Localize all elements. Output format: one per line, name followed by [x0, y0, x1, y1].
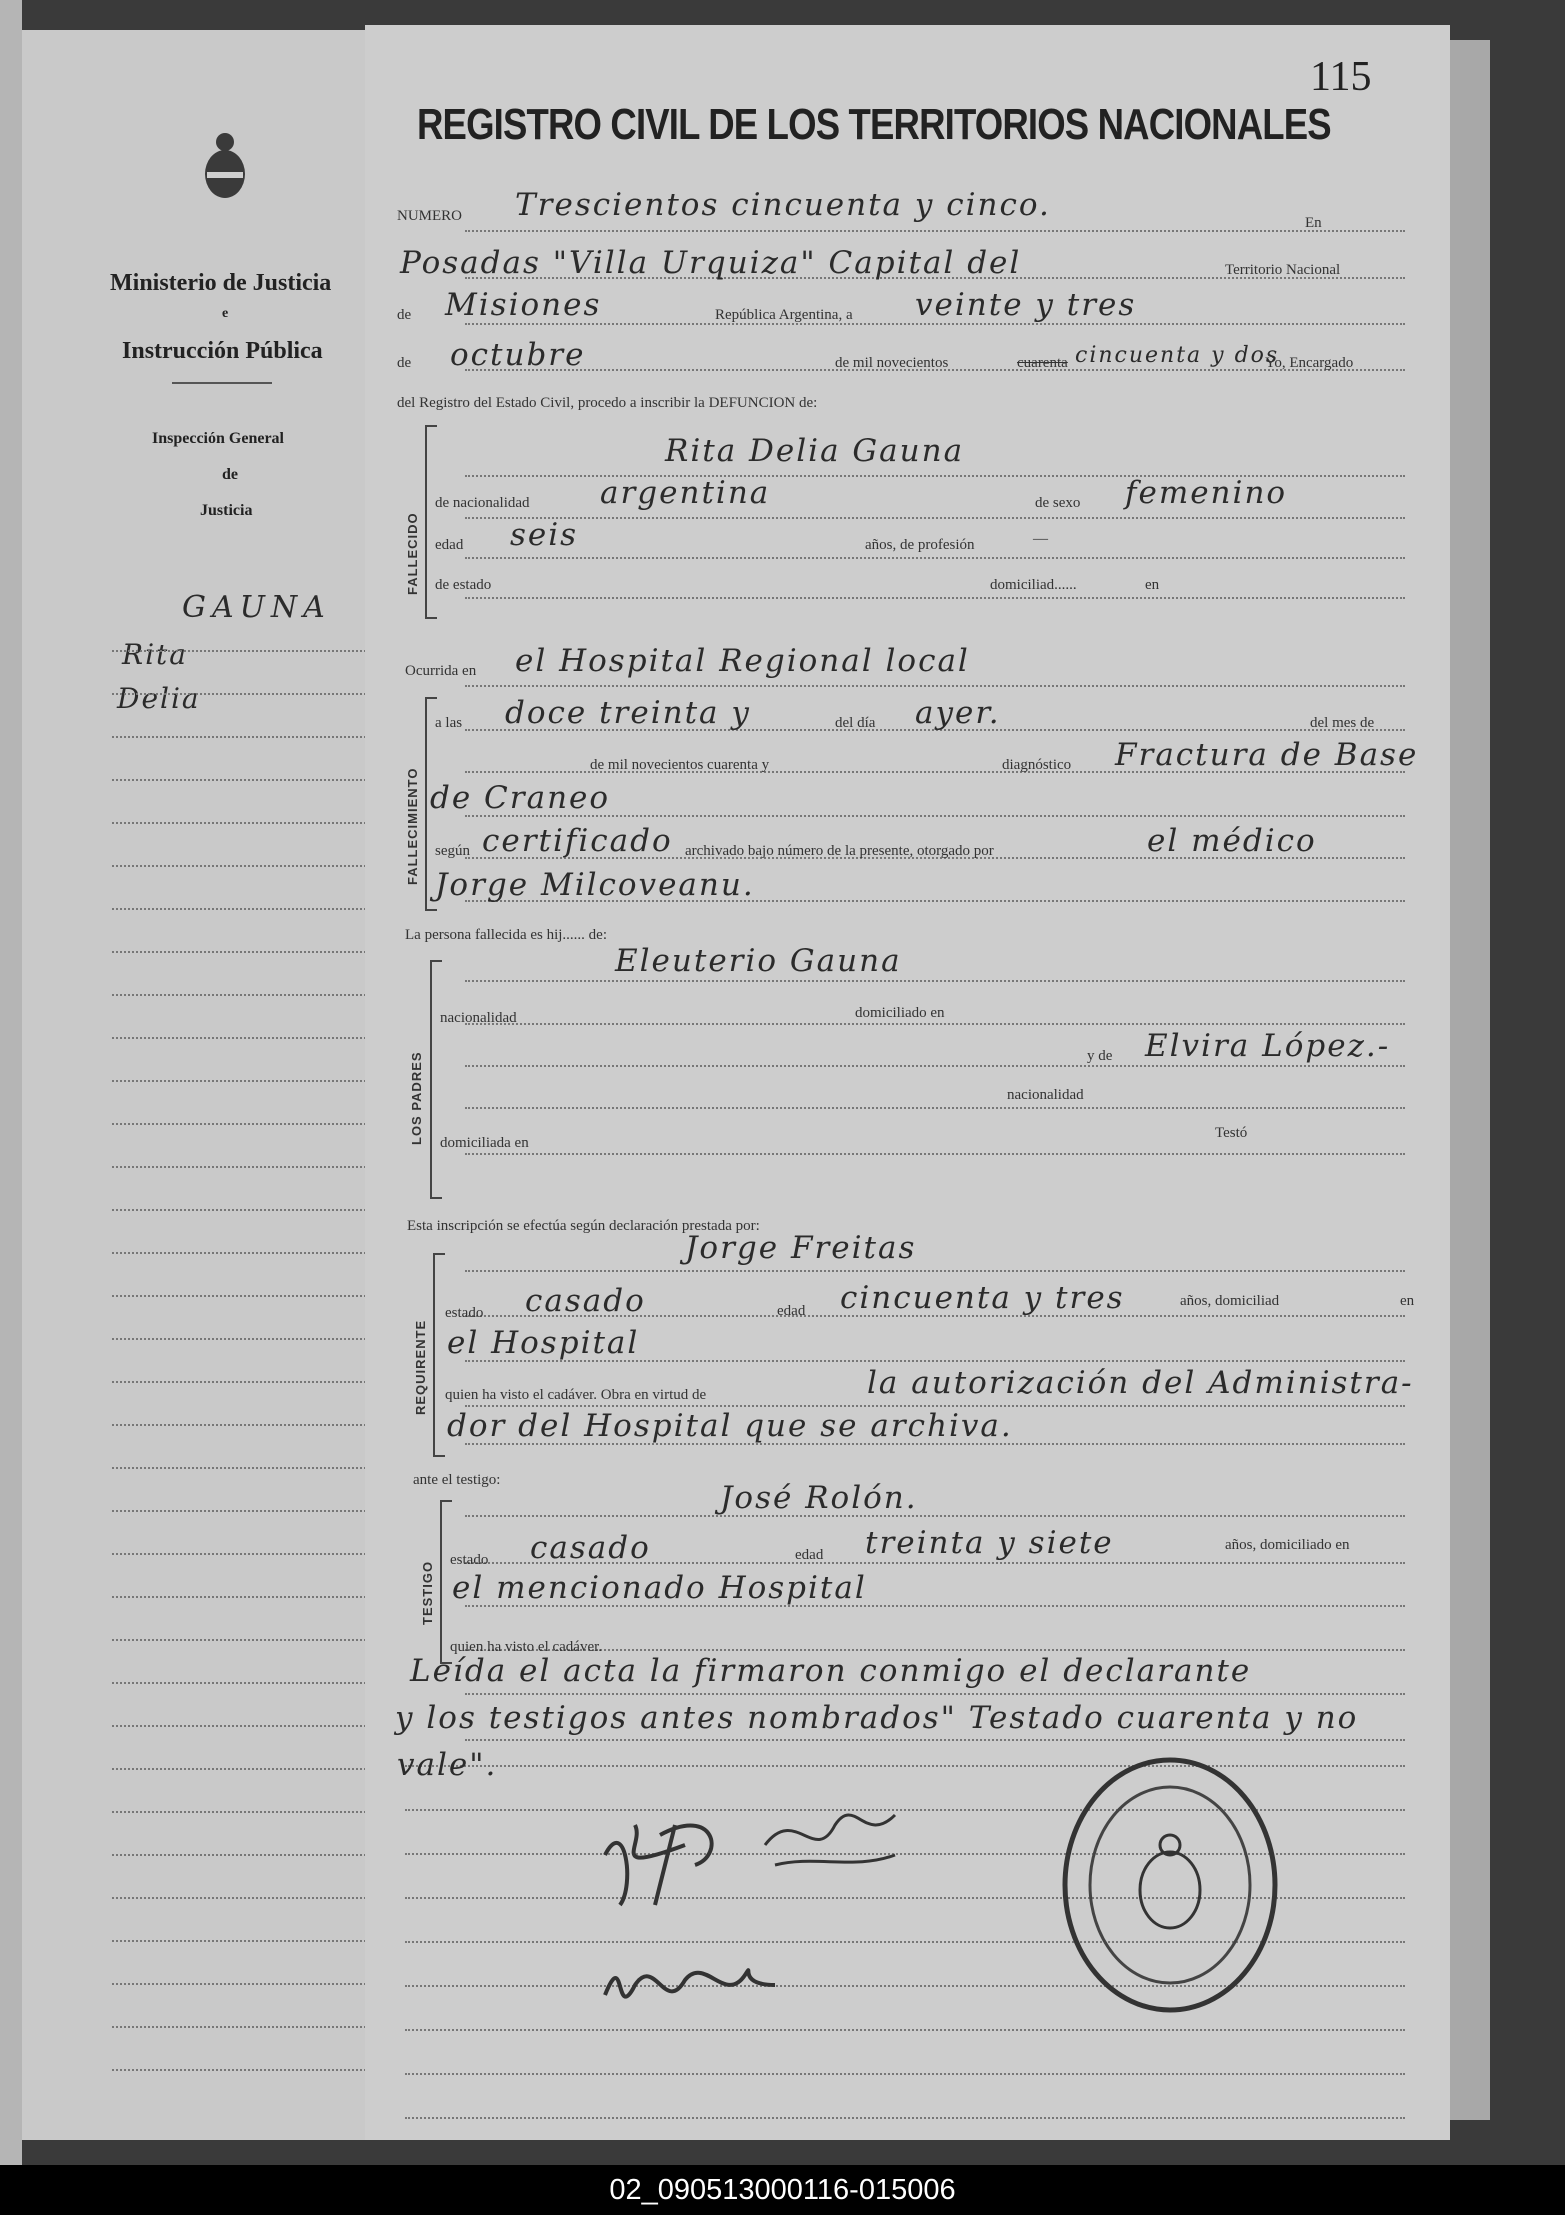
territorio-label: Territorio Nacional: [1225, 262, 1341, 278]
padres-side-label: LOS PADRES: [409, 1051, 424, 1145]
testigo-name: José Rolón.: [720, 1480, 918, 1516]
margin-rule: [112, 865, 382, 867]
coat-of-arms-icon: [202, 130, 248, 200]
segun-label: según: [435, 843, 470, 859]
margin-rule: [112, 1467, 382, 1469]
padre-nacionalidad-label: nacionalidad: [440, 1010, 517, 1026]
ministry-line-2: e: [222, 306, 229, 321]
requirente-name: Jorge Freitas: [685, 1230, 917, 1266]
numero-label: NUMERO: [397, 208, 463, 224]
ocurrida-value: el Hospital Regional local: [515, 643, 970, 679]
ministry-line-3: Instrucción Pública: [122, 338, 323, 364]
margin-rule: [112, 1596, 382, 1598]
testigo-estado-value: casado: [530, 1530, 651, 1566]
testigo-edad-value: treinta y siete: [865, 1525, 1114, 1561]
requirente-side-label: REQUIRENTE: [413, 1319, 428, 1415]
sexo-value: femenino: [1125, 475, 1288, 511]
margin-rule: [112, 951, 382, 953]
requirente-domicilio-value: el Hospital: [447, 1325, 640, 1361]
margin-rule: [112, 1338, 382, 1340]
margin-divider: [172, 382, 272, 384]
margin-rule: [112, 1768, 382, 1770]
testigo-side-label: TESTIGO: [420, 1560, 435, 1625]
testo-label: Testó: [1215, 1125, 1248, 1141]
padres-bracket: [430, 960, 442, 1199]
encargado-label: Yo, Encargado: [1265, 355, 1354, 371]
margin-rule: [112, 1080, 382, 1082]
declaracion-label: Esta inscripción se efectúa según declaración prestada por:: [407, 1218, 760, 1234]
nacionalidad-value: argentina: [600, 475, 771, 511]
testigo-edad-label: edad: [795, 1547, 824, 1563]
testigo-anos-label: años, domiciliado en: [1225, 1537, 1350, 1553]
yde-label: y de: [1087, 1048, 1113, 1064]
form-rule: [465, 1065, 1405, 1067]
margin-rule: [112, 2026, 382, 2028]
form-rule: [465, 980, 1405, 982]
body-rule: [405, 2073, 1405, 2075]
segun-value: certificado: [482, 823, 673, 859]
hora-label: a las: [435, 715, 463, 731]
margin-rule: [112, 1983, 382, 1985]
hora-value: doce treinta y: [505, 695, 751, 731]
margin-rule: [112, 1252, 382, 1254]
margin-rule: [112, 1037, 382, 1039]
margin-rule: [112, 1209, 382, 1211]
de-label: de: [397, 307, 412, 323]
form-rule: [465, 1515, 1405, 1517]
year-label: de mil novecientos: [835, 355, 949, 371]
previous-page-edge: [0, 0, 22, 2165]
testigo-domicilio-value: el mencionado Hospital: [452, 1570, 867, 1606]
form-rule: [465, 1405, 1405, 1407]
requirente-estado-value: casado: [525, 1283, 646, 1319]
form-rule: [465, 597, 1405, 599]
archivado-label: archivado bajo número de la presente, otorgado por: [685, 843, 994, 859]
dia-label: del día: [835, 715, 876, 731]
requirente-anos-label: años, domiciliad: [1180, 1293, 1280, 1309]
profesion-value: —: [1033, 531, 1048, 547]
hija-label: La persona fallecida es hij...... de:: [405, 927, 608, 943]
padre-domiciliado-label: domiciliado en: [855, 1005, 945, 1021]
margin-rule: [112, 1682, 382, 1684]
diagnostico-value: Fractura de Base: [1115, 737, 1419, 773]
form-rule: [465, 517, 1405, 519]
year-value: cincuenta y dos: [1075, 343, 1280, 368]
margin-rule: [112, 994, 382, 996]
margin-rule: [112, 1381, 382, 1383]
annotation-surname: GAUNA: [182, 590, 331, 625]
closing-line-2: y los testigos antes nombrados" Testado cuarenta y no: [395, 1700, 1359, 1736]
territory-value: Misiones: [445, 287, 602, 323]
margin-rule: [112, 2069, 382, 2071]
testigo-cadaver-label: quien ha visto el cadáver.: [450, 1639, 603, 1655]
requirente-bracket: [433, 1253, 445, 1457]
fallecido-name: Rita Delia Gauna: [665, 433, 965, 469]
margin-rule: [112, 650, 382, 652]
margin-rule: [112, 1166, 382, 1168]
margin-rule: [112, 908, 382, 910]
form-rule: [465, 230, 1405, 232]
padre-value: Eleuterio Gauna: [615, 943, 902, 979]
diagnostico-value-2: de Craneo: [430, 780, 611, 816]
madre-nacionalidad-label: nacionalidad: [1007, 1087, 1084, 1103]
form-rule: [465, 1107, 1405, 1109]
margin-rule: [112, 779, 382, 781]
closing-line-1: Leída el acta la firmaron conmigo el declarante: [410, 1653, 1252, 1689]
anos-profesion-label: años, de profesión: [865, 537, 975, 553]
margin-rule: [112, 1424, 382, 1426]
signatures-image: [565, 1785, 925, 2045]
margin-rule: [112, 1510, 382, 1512]
virtud-value-2: dor del Hospital que se archiva.: [447, 1408, 1013, 1444]
numero-value: Trescientos cincuenta y cinco.: [515, 187, 1051, 223]
day-value: veinte y tres: [915, 287, 1137, 323]
margin-rule: [112, 1854, 382, 1856]
edad-label: edad: [435, 537, 464, 553]
margin-rule: [112, 1639, 382, 1641]
margin-rule: [112, 693, 382, 695]
otorgado-value: el médico: [1147, 823, 1317, 859]
requirente-edad-value: cincuenta y tres: [840, 1280, 1125, 1316]
margin-rule: [112, 736, 382, 738]
edad-value: seis: [510, 517, 579, 553]
footer-reference: 02_090513000116-015006: [0, 2165, 1565, 2215]
page-number: 115: [1310, 54, 1372, 100]
form-rule: [465, 685, 1405, 687]
estado-label: de estado: [435, 577, 492, 593]
madre-domiciliada-label: domiciliada en: [440, 1135, 529, 1151]
form-rule: [465, 1270, 1405, 1272]
margin-rule: [112, 1295, 382, 1297]
form-rule: [465, 557, 1405, 559]
sexo-label: de sexo: [1035, 495, 1081, 511]
official-seal-image: [1055, 1750, 1285, 2020]
margin-rule: [112, 1553, 382, 1555]
fallecido-en-label: en: [1145, 577, 1160, 593]
otorgado-value-2: Jorge Milcoveanu.: [435, 867, 755, 903]
mes-label: del mes de: [1310, 715, 1375, 731]
body-rule: [405, 2117, 1405, 2119]
requirente-edad-label: edad: [777, 1303, 806, 1319]
virtud-value: la autorización del Administra-: [867, 1365, 1414, 1401]
requirente-estado-label: estado: [445, 1305, 484, 1321]
inspection-line-1: Inspección General: [152, 430, 284, 447]
main-record-page: [365, 25, 1450, 2140]
testigo-estado-label: estado: [450, 1552, 489, 1568]
republica-label: República Argentina, a: [715, 307, 853, 323]
closing-line-3: vale".: [397, 1747, 498, 1783]
left-margin-page: [22, 30, 407, 2140]
inspection-line-2: de: [222, 466, 238, 483]
annotation-name-1: Rita: [122, 638, 188, 671]
form-rule: [465, 1023, 1405, 1025]
en-label: En: [1305, 215, 1322, 231]
form-rule: [465, 1649, 1405, 1651]
dia-value: ayer.: [915, 695, 1001, 731]
page-title: REGISTRO CIVIL DE LOS TERRITORIOS NACIONALES: [417, 100, 1331, 149]
fallecimiento-side-label: FALLECIMIENTO: [405, 767, 420, 885]
margin-rule: [112, 1940, 382, 1942]
nacionalidad-label: de nacionalidad: [435, 495, 530, 511]
form-rule: [465, 1693, 1405, 1695]
month-value: octubre: [450, 337, 586, 373]
madre-value: Elvira López.-: [1145, 1028, 1391, 1064]
requirente-en-label: en: [1400, 1293, 1415, 1309]
fallecido-side-label: FALLECIDO: [405, 512, 420, 595]
margin-rule: [112, 1897, 382, 1899]
margin-rule: [112, 1725, 382, 1727]
form-rule: [465, 1153, 1405, 1155]
year-struck: cuarenta: [1017, 355, 1068, 371]
ocurrida-label: Ocurrida en: [405, 663, 477, 679]
anio-label: de mil novecientos cuarenta y: [590, 757, 770, 773]
margin-rule: [112, 822, 382, 824]
de-label-2: de: [397, 355, 412, 371]
cadaver-virtud-label: quien ha visto el cadáver. Obra en virtud de: [445, 1387, 707, 1403]
inspection-line-3: Justicia: [200, 502, 253, 519]
domicilio-label: domiciliad......: [990, 577, 1077, 593]
ministry-line-1: Ministerio de Justicia: [110, 270, 332, 296]
ante-testigo-label: ante el testigo:: [413, 1472, 501, 1488]
form-rule: [465, 323, 1405, 325]
annotation-name-2: Delia: [117, 682, 201, 715]
diagnostico-label: diagnóstico: [1002, 757, 1072, 773]
margin-rule: [112, 1811, 382, 1813]
form-rule: [465, 1739, 1405, 1741]
registro-label: del Registro del Estado Civil, procedo a inscribir la DEFUNCION de:: [397, 395, 818, 411]
place-value: Posadas "Villa Urquiza" Capital del: [400, 245, 1022, 281]
margin-rule: [112, 1123, 382, 1125]
